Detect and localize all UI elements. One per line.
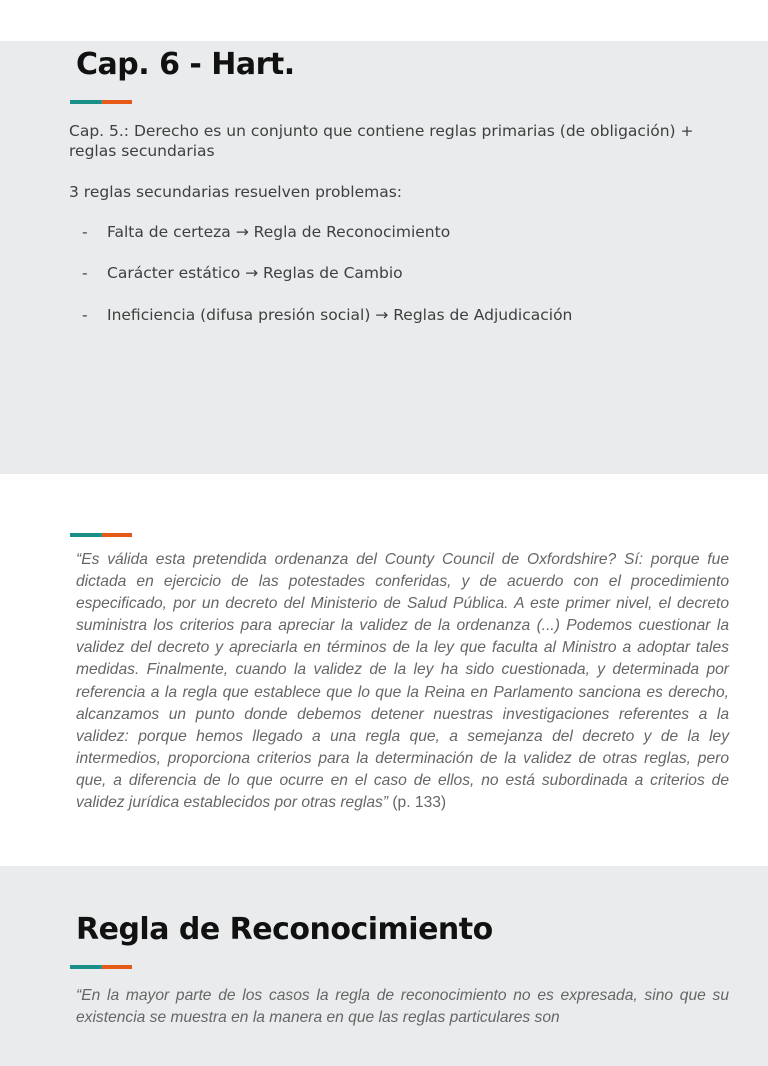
slide-1-lead: 3 reglas secundarias resuelven problemas: [69, 183, 403, 201]
bullet-text: Falta de certeza → Regla de Reconocimiento [107, 223, 451, 241]
slide-1-accent-bar [70, 100, 132, 104]
slide-2-quote [76, 549, 729, 814]
accent-orange [101, 100, 132, 104]
slide-2-accent-bar [70, 533, 132, 537]
slide-1-title: Cap. 6 - Hart. [76, 47, 295, 82]
bullet-dash: - [82, 223, 88, 241]
accent-teal [70, 965, 101, 969]
quote-text: “Es válida esta pretendida ordenanza del County Council de Oxfordshire? Sí: porque fue dictada en ejercicio de las potestades conferidas, y de acuerdo con el procedimiento especificado, por un decreto del Ministerio de Salud Pública. A este primer nivel, el decreto suministra los criterios para apreciar la validez de la ordenanza (...) Podemos cuestionar la validez del decreto y apreciarla en términos de la ley que faculta al Ministro a adoptar tales medidas. Finalmente, cuando la validez de la ley ha sido cuestionada, y determinada por referencia a la regla que establece que lo que la Reina en Parlamento sanciona es derecho, alcanzamos un punto donde debemos detener nuestras investigaciones referentes a la validez: porque hemos llegado a una regla que, a semejanza del decreto y de la ley intermedios, proporciona criterios para la determinación de la validez de otras reglas, pero que, a diferencia de lo que ocurre en el caso de ellos, no está subordinada a criterios de validez jurídica establecidos por otras reglas” [76, 551, 729, 812]
quote-citation: (p. 133) [388, 794, 447, 812]
slide-1-intro: Cap. 5.: Derecho es un conjunto que contiene reglas primarias (de obligación) + reglas secundarias [69, 122, 694, 160]
bullet-text: Ineficiencia (difusa presión social) → Reglas de Adjudicación [107, 306, 573, 324]
list-item [82, 223, 450, 241]
bullet-dash: - [82, 306, 88, 324]
slide-1 [0, 41, 768, 474]
bullet-dash: - [82, 264, 88, 282]
slide-3-accent-bar [70, 965, 132, 969]
accent-teal [70, 100, 101, 104]
slide-3-title: Regla de Reconocimiento [76, 912, 493, 947]
list-item [82, 264, 403, 282]
accent-orange [101, 965, 132, 969]
accent-teal [70, 533, 101, 537]
slide-3-quote: “En la mayor parte de los casos la regla de reconocimiento no es expresada, sino que su existencia se muestra en la manera en que las reglas particulares son [76, 987, 729, 1027]
list-item [82, 306, 572, 324]
accent-orange [101, 533, 132, 537]
bullet-text: Carácter estático → Reglas de Cambio [107, 264, 403, 282]
